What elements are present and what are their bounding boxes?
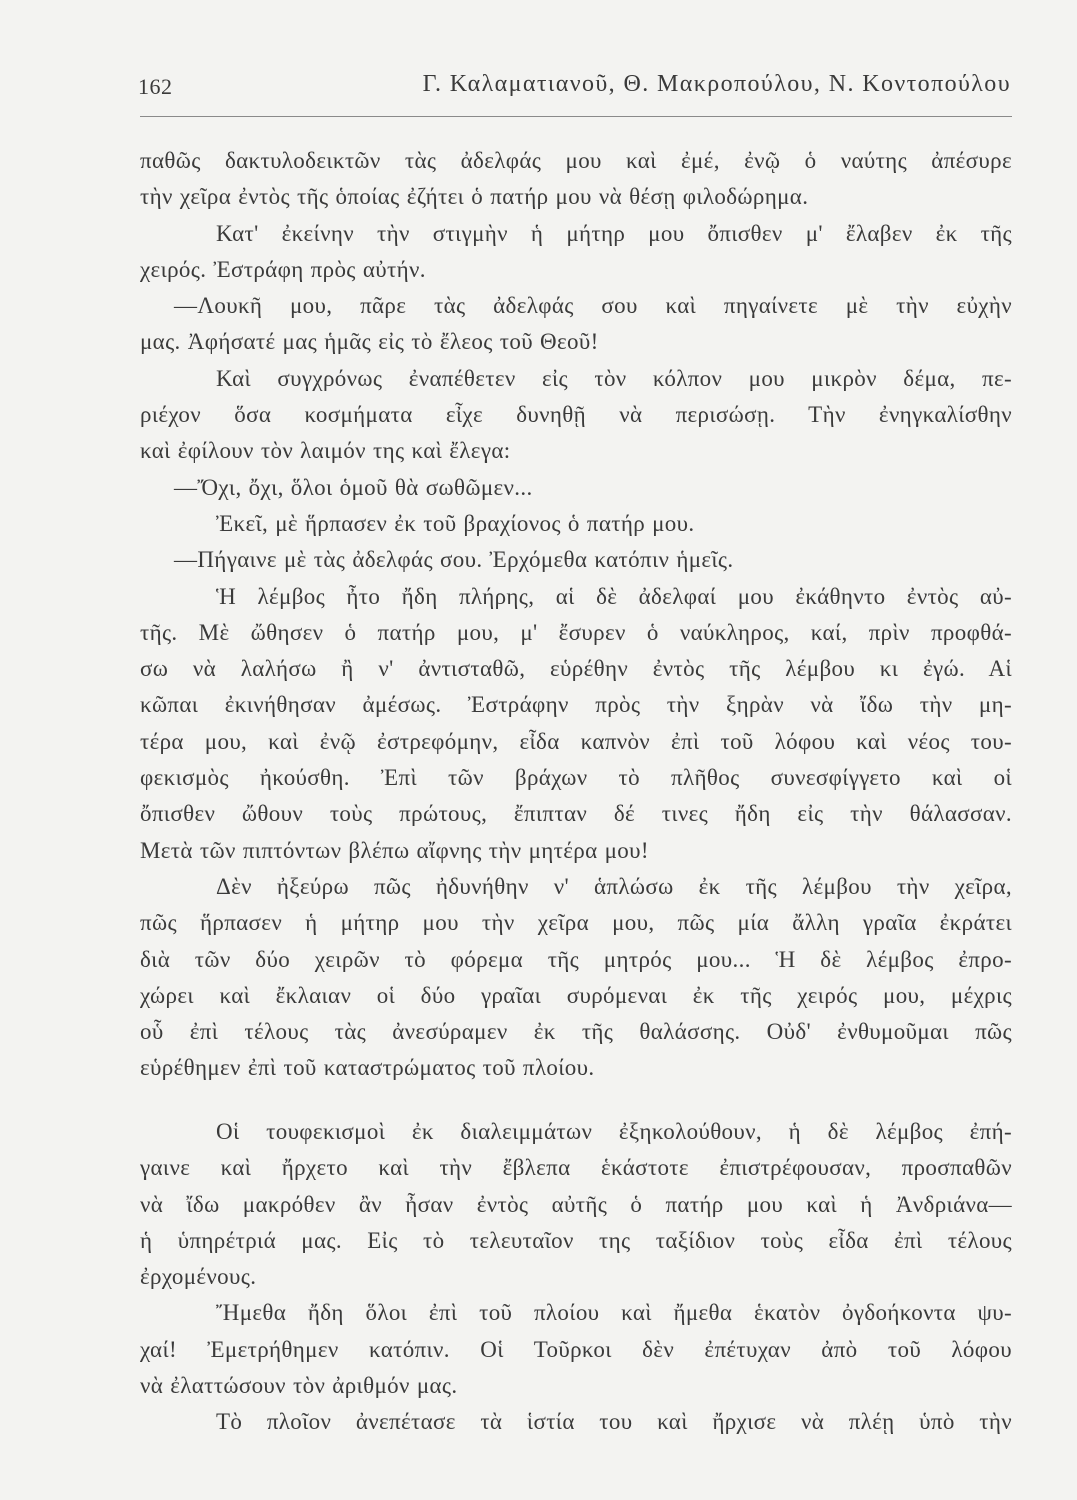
text-line: διὰ τῶν δύο χειρῶν τὸ φόρεμα τῆς μητρός μου... Ἡ δὲ λέμβος ἐπρο- (140, 946, 1012, 972)
text-line: Ἡ λέμβος ἦτο ἤδη πλήρης, αἱ δὲ ἀδελφαί μου ἐκάθηντο ἐντὸς αὐ- (216, 583, 1012, 609)
text-line: νὰ ἐλαττώσουν τὸν ἀριθμόν μας. (140, 1373, 458, 1399)
text-line: Ἤμεθα ἤδη ὅλοι ἐπὶ τοῦ πλοίου καὶ ἤμεθα ἑκατὸν ὀγδοήκοντα ψυ- (216, 1300, 1012, 1326)
text-line: σω νὰ λαλήσω ἢ ν' ἀντισταθῶ, εὑρέθην ἐντὸς τῆς λέμβου κι ἐγώ. Αἱ (140, 656, 1012, 682)
text-line: οὗ ἐπὶ τέλους τὰς ἀνεσύραμεν ἐκ τῆς θαλάσσης. Οὐδ' ἐνθυμοῦμαι πῶς (140, 1019, 1012, 1045)
text-line: τῆς. Μὲ ὤθησεν ὁ πατήρ μου, μ' ἔσυρεν ὁ ναύκληρος, καί, πρὶν προφθά- (140, 619, 1012, 645)
text-line: ὄπισθεν ὤθουν τοὺς πρώτους, ἔπιπταν δέ τινες ἤδη εἰς τὴν θάλασσαν. (140, 801, 1012, 827)
text-line: γαινε καὶ ἤρχετο καὶ τὴν ἔβλεπα ἑκάστοτε ἐπιστρέφουσαν, προσπαθῶν (140, 1155, 1012, 1181)
header-rule (140, 116, 1012, 117)
text-line: χώρει καὶ ἔκλαιαν οἱ δύο γραῖαι συρόμεναι ἐκ τῆς χειρός μου, μέχρις (140, 982, 1012, 1008)
text-line: τέρα μου, καὶ ἐνῷ ἐστρεφόμην, εἶδα καπνὸν ἐπὶ τοῦ λόφου καὶ νέος του- (140, 728, 1012, 754)
text-line: τὴν χεῖρα ἐντὸς τῆς ὁποίας ἐζήτει ὁ πατήρ μου νὰ θέσῃ φιλοδώρημα. (140, 184, 809, 210)
text-line: χαί! Ἐμετρήθημεν κατόπιν. Οἱ Τοῦρκοι δὲν ἐπέτυχαν ἀπὸ τοῦ λόφου (140, 1336, 1012, 1362)
text-line: φεκισμὸς ἠκούσθη. Ἐπὶ τῶν βράχων τὸ πλῆθος συνεσφίγγετο καὶ οἱ (140, 765, 1012, 791)
text-line: κῶπαι ἐκινήθησαν ἀμέσως. Ἐστράφην πρὸς τὴν ξηρὰν νὰ ἴδω τὴν μη- (140, 692, 1012, 718)
text-block-2 (140, 1114, 1012, 1441)
text-line: —Λουκῆ μου, πᾶρε τὰς ἀδελφάς σου καὶ πηγαίνετε μὲ τὴν εὐχὴν (174, 293, 1012, 319)
text-line: —Ὄχι, ὄχι, ὅλοι ὁμοῦ θὰ σωθῶμεν... (174, 474, 533, 500)
text-line: εὑρέθημεν ἐπὶ τοῦ καταστρώματος τοῦ πλοίου. (140, 1055, 595, 1081)
text-block-1 (140, 143, 1012, 1087)
text-line: Καὶ συγχρόνως ἐναπέθετεν εἰς τὸν κόλπον μου μικρὸν δέμα, πε- (216, 365, 1012, 391)
text-line: Οἱ τουφεκισμοὶ ἐκ διαλειμμάτων ἐξηκολούθουν, ἡ δὲ λέμβος ἐπή- (216, 1119, 1012, 1144)
text-line: ἐρχομένους. (140, 1264, 257, 1290)
page-number: 162 (138, 74, 173, 99)
text-line: καὶ ἐφίλουν τὸν λαιμόν της καὶ ἔλεγα: (140, 438, 511, 464)
text-line: νὰ ἴδω μακρόθεν ἂν ἦσαν ἐντὸς αὐτῆς ὁ πατήρ μου καὶ ἡ Ἀνδριάνα— (140, 1191, 1012, 1217)
text-line: μας. Ἀφήσατέ μας ἡμᾶς εἰς τὸ ἔλεος τοῦ Θεοῦ! (140, 329, 599, 355)
text-line: —Πήγαινε μὲ τὰς ἀδελφάς σου. Ἐρχόμεθα κατόπιν ἡμεῖς. (174, 547, 734, 573)
text-line: Κατ' ἐκείνην τὴν στιγμὴν ἡ μήτηρ μου ὄπισθεν μ' ἔλαβεν ἐκ τῆς (216, 220, 1012, 246)
text-line: Μετὰ τῶν πιπτόντων βλέπω αἴφνης τὴν μητέρα μου! (140, 837, 649, 863)
text-line: Δὲν ἠξεύρω πῶς ἠδυνήθην ν' ἁπλώσω ἐκ τῆς λέμβου τὴν χεῖρα, (216, 873, 1012, 899)
text-line: ἡ ὑπηρέτριά μας. Εἰς τὸ τελευταῖον της ταξίδιον τοὺς εἶδα ἐπὶ τέλους (140, 1227, 1012, 1253)
text-line: Τὸ πλοῖον ἀνεπέτασε τὰ ἱστία του καὶ ἤρχισε νὰ πλέῃ ὑπὸ τὴν (216, 1409, 1012, 1435)
text-line: πῶς ἥρπασεν ἡ μήτηρ μου τὴν χεῖρα μου, πῶς μία ἄλλη γραῖα ἐκράτει (140, 910, 1012, 936)
text-line: ριέχον ὅσα κοσμήματα εἶχε δυνηθῇ νὰ περισώσῃ. Τὴν ἐνηγκαλίσθην (140, 402, 1012, 428)
text-line: Ἐκεῖ, μὲ ἥρπασεν ἐκ τοῦ βραχίονος ὁ πατήρ μου. (216, 510, 695, 536)
running-title: Γ. Καλαματιανοῦ, Θ. Μακροπούλου, Ν. Κοντοπούλου (422, 71, 1011, 97)
text-line: χειρός. Ἐστράφη πρὸς αὐτήν. (140, 256, 426, 282)
text-line: παθῶς δακτυλοδεικτῶν τὰς ἀδελφάς μου καὶ ἐμέ, ἐνῷ ὁ ναύτης ἀπέσυρε (140, 148, 1012, 173)
